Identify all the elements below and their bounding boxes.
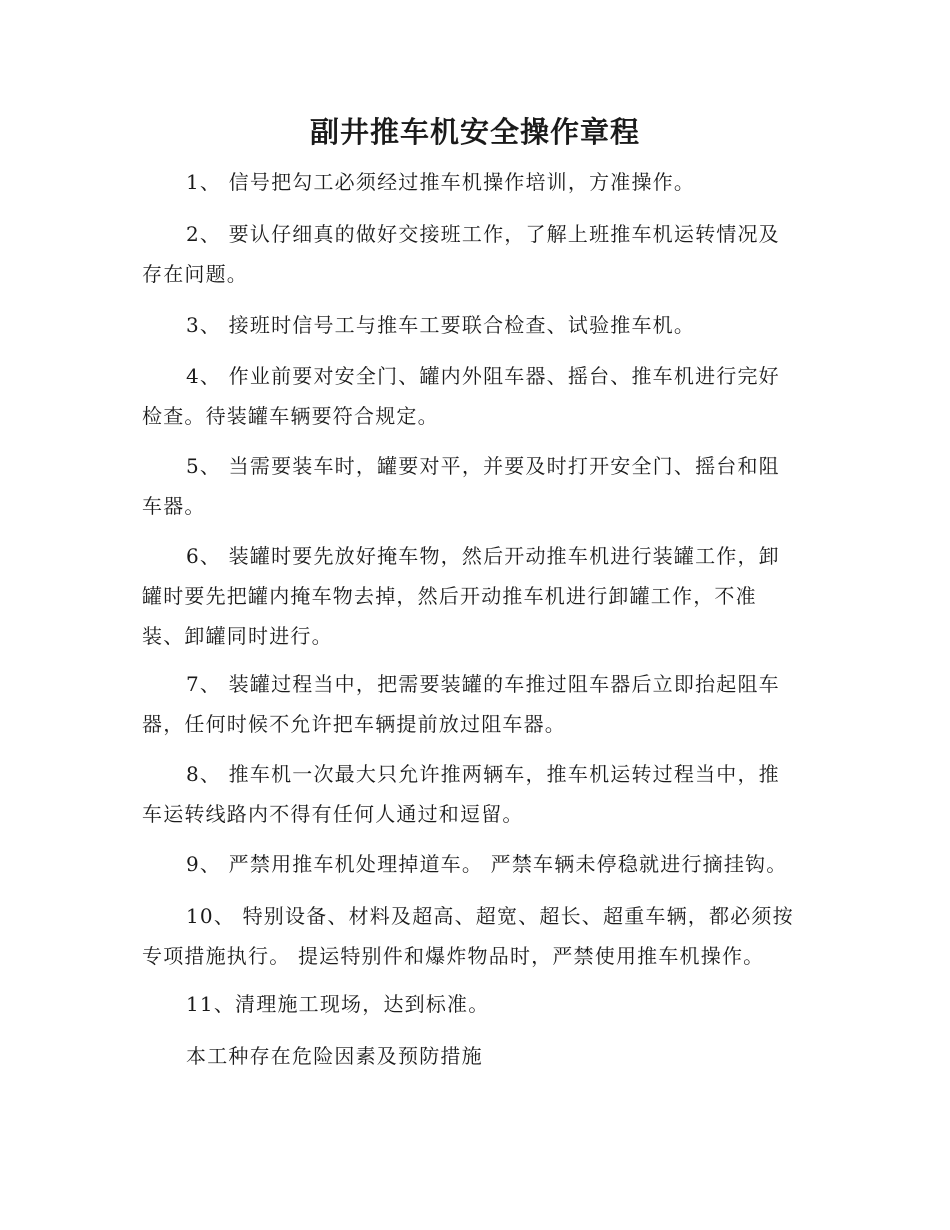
paragraph-11 bbox=[142, 984, 810, 1024]
paragraph-6 bbox=[142, 536, 810, 656]
paragraph-line: 罐时要先把罐内掩车物去掉，然后开动推车机进行卸罐工作，不准 bbox=[142, 584, 757, 608]
paragraph-line: 检查。待装罐车辆要符合规定。 bbox=[142, 404, 439, 428]
paragraph-3 bbox=[142, 305, 810, 345]
paragraph-line: 车器。 bbox=[142, 494, 206, 518]
paragraph-line: 装、卸罐同时进行。 bbox=[142, 624, 333, 648]
paragraph-line: 8、 推车机一次最大只允许推两辆车，推车机运转过程当中，推 bbox=[186, 762, 780, 786]
paragraph-line: 11、清理施工现场，达到标准。 bbox=[186, 992, 490, 1016]
paragraph-5 bbox=[142, 446, 810, 526]
page-title: 副井推车机安全操作章程 bbox=[309, 115, 640, 149]
paragraph-2 bbox=[142, 214, 810, 294]
paragraph-line: 2、 要认仔细真的做好交接班工作，了解上班推车机运转情况及 bbox=[186, 222, 780, 246]
paragraph-line: 车运转线路内不得有任何人通过和逗留。 bbox=[142, 802, 524, 826]
paragraph-line: 4、 作业前要对安全门、罐内外阻车器、摇台、推车机进行完好 bbox=[186, 364, 780, 388]
paragraph-8 bbox=[142, 754, 810, 834]
paragraph-4 bbox=[142, 356, 810, 436]
paragraph-line: 5、 当需要装车时，罐要对平，并要及时打开安全门、摇台和阻 bbox=[186, 454, 780, 478]
paragraph-line: 10、 特别设备、材料及超高、超宽、超长、超重车辆，都必须按 bbox=[186, 904, 794, 928]
paragraph-line: 专项措施执行。 提运特别件和爆炸物品时，严禁使用推车机操作。 bbox=[142, 944, 765, 968]
paragraph-9 bbox=[142, 844, 810, 884]
paragraph-line: 3、 接班时信号工与推车工要联合检查、试验推车机。 bbox=[186, 313, 696, 337]
paragraph-10 bbox=[142, 896, 810, 976]
paragraph-1 bbox=[142, 162, 810, 202]
paragraph-line: 9、 严禁用推车机处理掉道车。 严禁车辆未停稳就进行摘挂钩。 bbox=[186, 852, 788, 876]
section-heading-hazards bbox=[142, 1036, 810, 1076]
paragraph-line: 7、 装罐过程当中，把需要装罐的车推过阻车器后立即抬起阻车 bbox=[186, 672, 780, 696]
paragraph-line: 1、 信号把勾工必须经过推车机操作培训，方准操作。 bbox=[186, 170, 696, 194]
paragraph-line: 器，任何时候不允许把车辆提前放过阻车器。 bbox=[142, 712, 566, 736]
paragraph-7 bbox=[142, 664, 810, 744]
paragraph-line: 6、 装罐时要先放好掩车物，然后开动推车机进行装罐工作，卸 bbox=[186, 544, 780, 568]
paragraph-line: 本工种存在危险因素及预防措施 bbox=[186, 1044, 483, 1068]
paragraph-line: 存在问题。 bbox=[142, 262, 248, 286]
